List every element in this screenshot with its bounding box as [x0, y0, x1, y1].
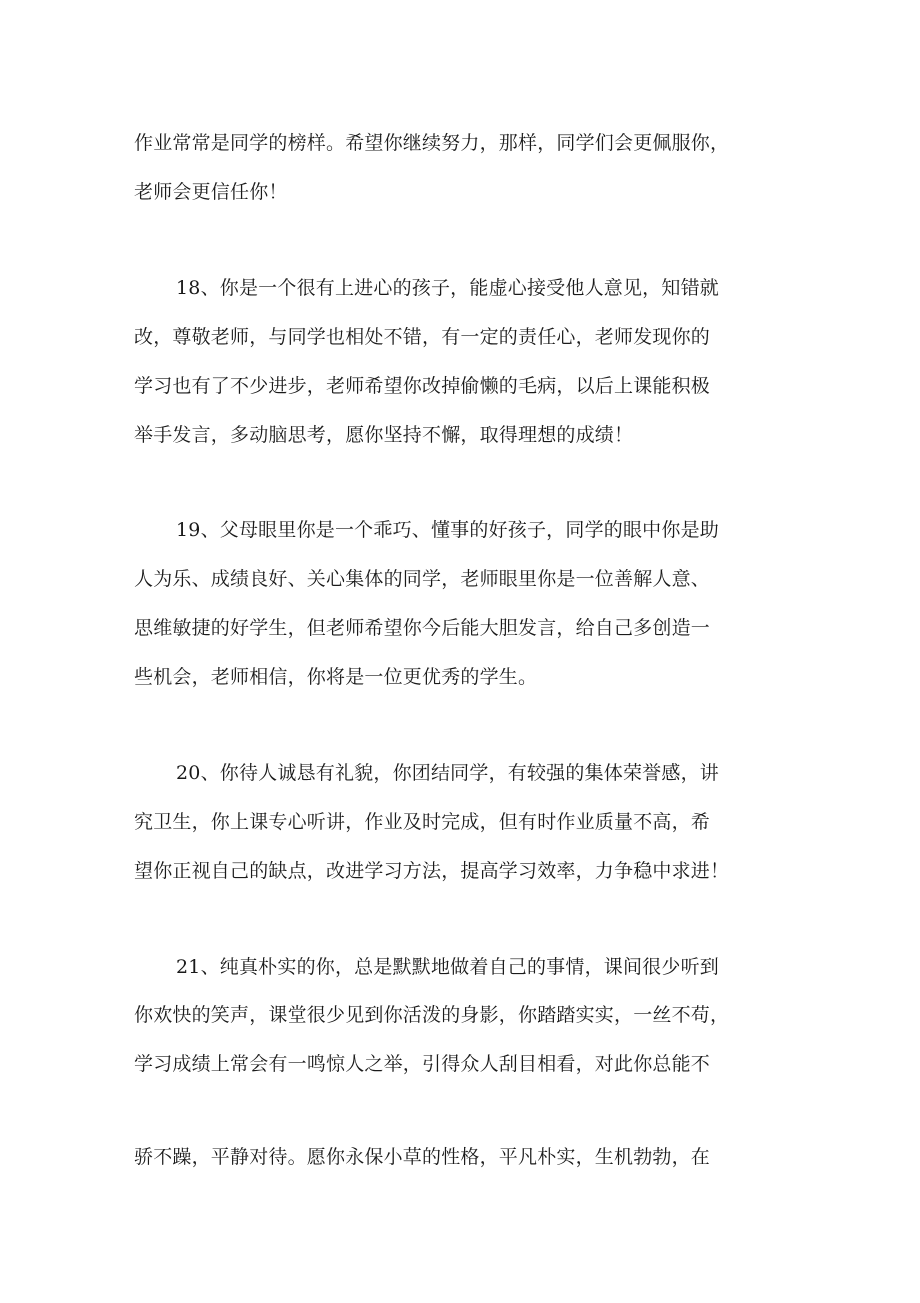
text-line: 些机会，老师相信，你将是一位更优秀的学生。	[134, 666, 538, 688]
text-line: 举手发言，多动脑思考，愿你坚持不懈，取得理想的成绩！	[134, 424, 634, 446]
text-line: 18、你是一个很有上进心的孩子，能虚心接受他人意见，知错就	[176, 277, 719, 299]
text-line: 骄不躁，平静对待。愿你永保小草的性格，平凡朴实，生机勃勃，在	[134, 1146, 711, 1168]
text-line: 20、你待人诚恳有礼貌，你团结同学，有较强的集体荣誉感，讲	[176, 762, 719, 784]
text-line: 作业常常是同学的榜样。希望你继续努力，那样，同学们会更佩服你，	[134, 132, 730, 154]
text-line: 人为乐、成绩良好、关心集体的同学，老师眼里你是一位善解人意、	[134, 568, 711, 590]
text-line: 学习成绩上常会有一鸣惊人之举，引得众人刮目相看，对此你总能不	[134, 1053, 711, 1075]
text-line: 学习也有了不少进步，老师希望你改掉偷懒的毛病，以后上课能积极	[134, 375, 711, 397]
text-line: 究卫生，你上课专心听讲，作业及时完成，但有时作业质量不高，希	[134, 811, 711, 833]
text-line: 老师会更信任你！	[134, 181, 288, 203]
text-line: 改，尊敬老师，与同学也相处不错，有一定的责任心，老师发现你的	[134, 326, 711, 348]
text-line: 21、纯真朴实的你，总是默默地做着自己的事情，课间很少听到	[176, 956, 719, 978]
text-line: 你欢快的笑声，课堂很少见到你活泼的身影，你踏踏实实，一丝不苟，	[134, 1004, 730, 1026]
text-line: 望你正视自己的缺点，改进学习方法，提高学习效率，力争稳中求进！	[134, 860, 730, 882]
text-line: 19、父母眼里你是一个乖巧、懂事的好孩子，同学的眼中你是助	[176, 519, 719, 541]
text-line: 思维敏捷的好学生，但老师希望你今后能大胆发言，给自己多创造一	[134, 617, 711, 639]
